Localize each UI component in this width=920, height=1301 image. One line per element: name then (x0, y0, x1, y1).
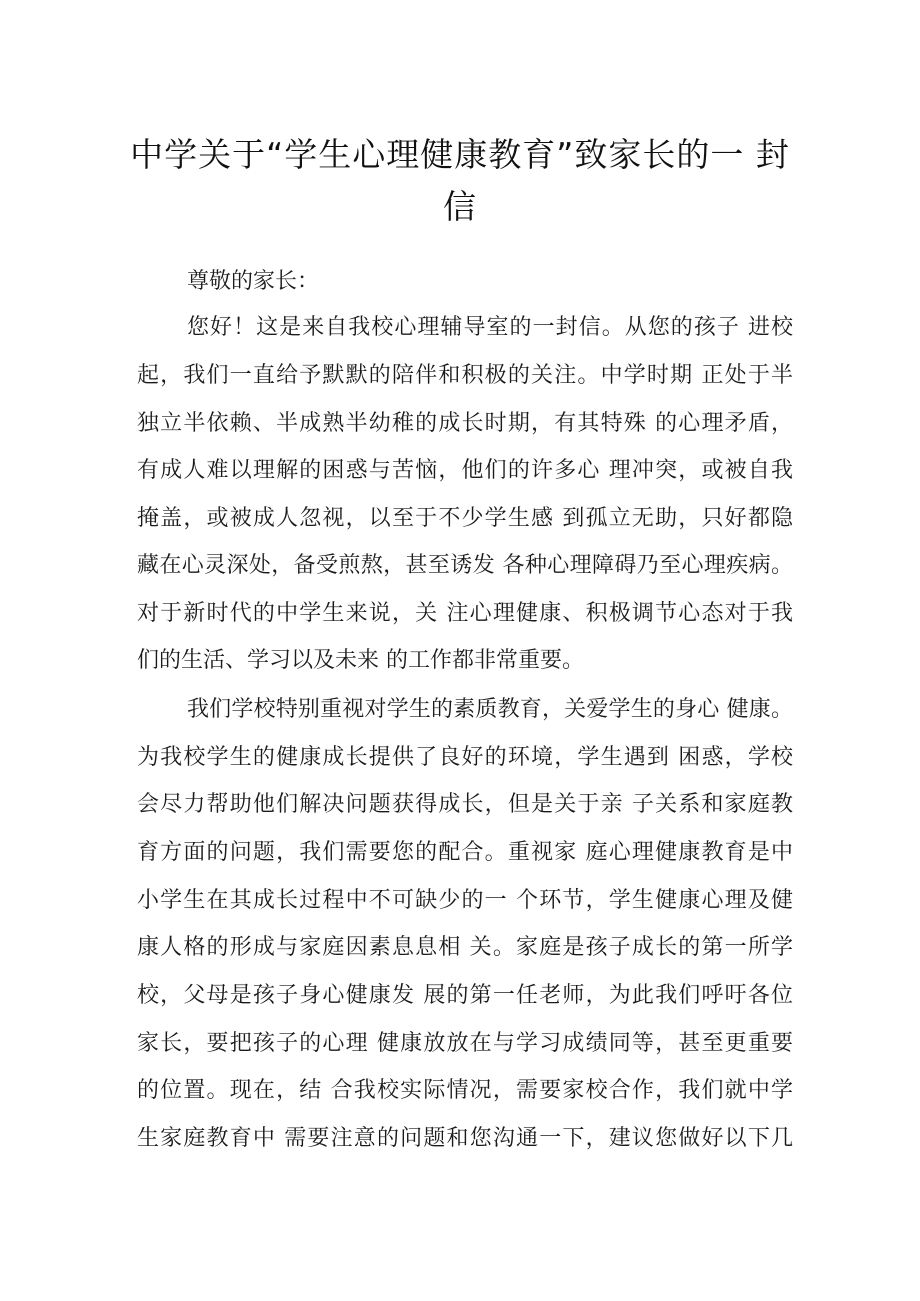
paragraph-1-line: 们的生活、学习以及未来 的工作都非常重要。 (137, 648, 584, 673)
paragraph-1-line: 起，我们一直给予默默的陪伴和积极的关注。中学时期 正处于半 (137, 363, 793, 388)
document-title-line-2: 信 (443, 187, 477, 226)
paragraph-1-line: 有成人难以理解的困惑与苦恼，他们的许多心 理冲突，或被自我 (137, 458, 793, 483)
paragraph-1-line: 对于新时代的中学生来说，关 注心理健康、积极调节心态对于我 (137, 601, 793, 626)
paragraph-1-line: 藏在心灵深处，备受煎熬，甚至诱发 各种心理障碍乃至心理疾病。 (137, 553, 793, 578)
paragraph-2-line: 的位置。现在，结 合我校实际情况，需要家校合作，我们就中学 (137, 1078, 793, 1103)
paragraph-2-line: 为我校学生的健康成长提供了良好的环境，学生遇到 困惑，学校 (137, 745, 793, 770)
paragraph-1-line: 掩盖，或被成人忽视，以至于不少学生感 到孤立无助，只好都隐 (137, 506, 793, 531)
paragraph-2-line: 家长，要把孩子的心理 健康放放在与学习成绩同等，甚至更重要 (137, 1031, 793, 1056)
paragraph-2-line: 会尽力帮助他们解决问题获得成长，但是关于亲 子关系和家庭教 (137, 792, 793, 817)
paragraph-1-line: 独立半依赖、半成熟半幼稚的成长时期，有其特殊 的心理矛盾， (137, 411, 793, 436)
paragraph-2-line: 生家庭教育中 需要注意的问题和您沟通一下，建议您做好以下几 (137, 1126, 793, 1151)
paragraph-2-line: 校，父母是孩子身心健康发 展的第一任老师，为此我们呼吁各位 (137, 983, 793, 1008)
salutation: 尊敬的家长： (187, 269, 320, 294)
paragraph-2-line: 康人格的形成与家庭因素息息相 关。家庭是孩子成长的第一所学 (137, 935, 793, 960)
paragraph-2-line: 育方面的问题，我们需要您的配合。重视家 庭心理健康教育是中 (137, 840, 793, 865)
document-title-line-1: 中学关于“学生心理健康教育”致家长的一 封 (130, 135, 790, 174)
paragraph-1-line: 您好！这是来自我校心理辅导室的一封信。从您的孩子 进校 (187, 315, 793, 340)
paragraph-2-line: 小学生在其成长过程中不可缺少的一 个环节，学生健康心理及健 (137, 888, 793, 913)
paragraph-2-line: 我们学校特别重视对学生的素质教育，关爱学生的身心 健康。 (187, 697, 793, 722)
